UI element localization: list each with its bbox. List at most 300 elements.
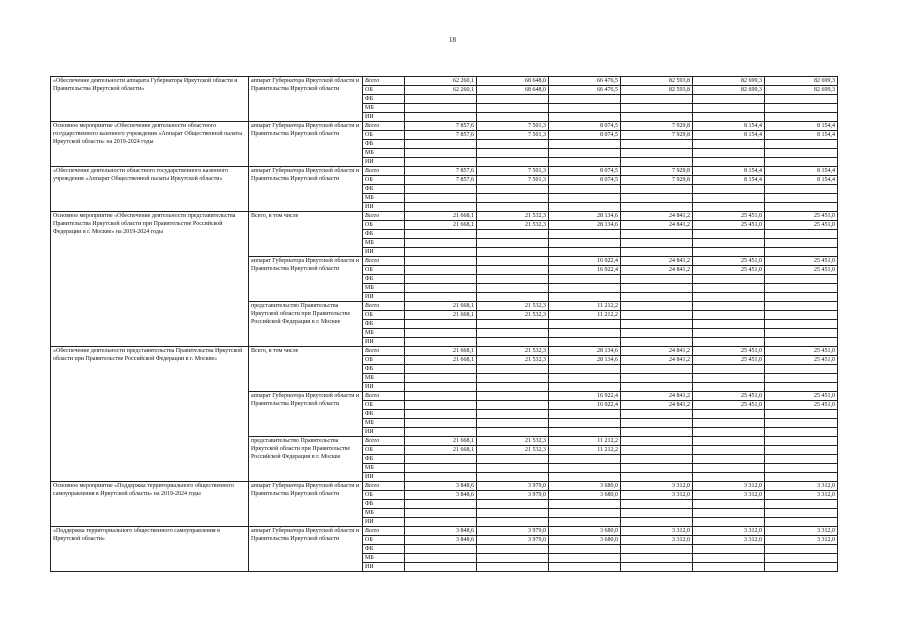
value-cell: 28 134,6 — [549, 212, 621, 221]
value-cell — [477, 473, 549, 482]
value-cell — [765, 545, 838, 554]
value-cell — [693, 230, 765, 239]
value-cell — [477, 266, 549, 275]
value-cell — [693, 275, 765, 284]
funding-source-cell: МБ — [363, 554, 405, 563]
value-cell — [477, 104, 549, 113]
value-cell: 21 668,1 — [405, 347, 477, 356]
value-cell: 11 212,2 — [549, 446, 621, 455]
value-cell — [405, 428, 477, 437]
value-cell — [405, 104, 477, 113]
value-cell: 25 451,0 — [693, 392, 765, 401]
funding-source-cell: Всего — [363, 257, 405, 266]
value-cell — [549, 149, 621, 158]
value-cell — [549, 275, 621, 284]
value-cell — [621, 95, 693, 104]
funding-source-cell: ОБ — [363, 266, 405, 275]
value-cell: 3 312,0 — [765, 482, 838, 491]
value-cell — [621, 563, 693, 572]
value-cell: 7 929,8 — [621, 176, 693, 185]
value-cell — [765, 500, 838, 509]
funding-source-cell: Всего — [363, 122, 405, 131]
value-cell: 3 312,0 — [621, 482, 693, 491]
value-cell: 11 212,2 — [549, 302, 621, 311]
value-cell: 3 312,0 — [621, 491, 693, 500]
funding-source-cell: ОБ — [363, 221, 405, 230]
value-cell: 82 699,3 — [765, 77, 838, 86]
value-cell: 24 841,2 — [621, 221, 693, 230]
value-cell: 21 532,3 — [477, 347, 549, 356]
value-cell — [621, 239, 693, 248]
value-cell — [765, 437, 838, 446]
value-cell — [549, 203, 621, 212]
value-cell: 11 212,2 — [549, 311, 621, 320]
value-cell — [765, 428, 838, 437]
value-cell — [693, 311, 765, 320]
value-cell — [549, 104, 621, 113]
value-cell — [621, 329, 693, 338]
value-cell — [477, 392, 549, 401]
executor-cell: аппарат Губернатора Иркутской области и Правительства Иркутской области — [249, 392, 363, 437]
value-cell — [621, 230, 693, 239]
value-cell — [765, 455, 838, 464]
value-cell — [549, 419, 621, 428]
value-cell: 21 532,3 — [477, 311, 549, 320]
value-cell — [549, 563, 621, 572]
funding-source-cell: ФБ — [363, 410, 405, 419]
value-cell — [477, 338, 549, 347]
value-cell: 3 312,0 — [693, 491, 765, 500]
value-cell — [477, 185, 549, 194]
value-cell — [405, 365, 477, 374]
value-cell: 25 451,0 — [693, 266, 765, 275]
value-cell: 3 848,6 — [405, 527, 477, 536]
value-cell: 7 857,6 — [405, 131, 477, 140]
executor-cell: аппарат Губернатора Иркутской области и Правительства Иркутской области — [249, 122, 363, 167]
executor-cell: представительство Правительства Иркутской области при Правительстве Российской Федерации в г. Москве — [249, 437, 363, 482]
value-cell: 21 668,1 — [405, 212, 477, 221]
value-cell: 21 668,1 — [405, 221, 477, 230]
value-cell: 25 451,0 — [765, 356, 838, 365]
funding-source-cell: МБ — [363, 464, 405, 473]
value-cell — [765, 473, 838, 482]
value-cell — [693, 455, 765, 464]
value-cell — [549, 455, 621, 464]
value-cell — [621, 158, 693, 167]
value-cell: 28 134,6 — [549, 356, 621, 365]
value-cell — [765, 419, 838, 428]
value-cell: 82 593,8 — [621, 86, 693, 95]
value-cell — [477, 455, 549, 464]
funding-source-cell: ФБ — [363, 95, 405, 104]
executor-cell: аппарат Губернатора Иркутской области и Правительства Иркутской области — [249, 257, 363, 302]
value-cell — [621, 383, 693, 392]
value-cell — [405, 320, 477, 329]
funding-source-cell: МБ — [363, 374, 405, 383]
value-cell — [621, 473, 693, 482]
value-cell: 21 668,1 — [405, 437, 477, 446]
value-cell — [477, 563, 549, 572]
value-cell — [405, 473, 477, 482]
value-cell — [549, 518, 621, 527]
value-cell: 7 501,3 — [477, 122, 549, 131]
budget-table — [50, 76, 838, 572]
value-cell: 3 979,0 — [477, 527, 549, 536]
value-cell — [693, 374, 765, 383]
value-cell: 24 841,2 — [621, 257, 693, 266]
value-cell: 3 312,0 — [765, 527, 838, 536]
value-cell — [765, 311, 838, 320]
value-cell — [693, 302, 765, 311]
value-cell: 16 922,4 — [549, 392, 621, 401]
funding-source-cell: ОБ — [363, 491, 405, 500]
value-cell — [477, 545, 549, 554]
value-cell — [477, 464, 549, 473]
value-cell — [765, 284, 838, 293]
value-cell: 25 451,0 — [693, 356, 765, 365]
value-cell — [621, 311, 693, 320]
value-cell — [477, 203, 549, 212]
value-cell — [549, 95, 621, 104]
value-cell: 25 451,0 — [765, 221, 838, 230]
value-cell — [621, 338, 693, 347]
value-cell — [405, 554, 477, 563]
value-cell — [693, 509, 765, 518]
funding-source-cell: ФБ — [363, 140, 405, 149]
value-cell: 3 848,6 — [405, 536, 477, 545]
value-cell: 8 154,4 — [693, 167, 765, 176]
value-cell: 21 668,1 — [405, 302, 477, 311]
executor-cell: аппарат Губернатора Иркутской области и Правительства Иркутской области — [249, 527, 363, 572]
value-cell — [693, 473, 765, 482]
value-cell — [477, 554, 549, 563]
value-cell — [765, 383, 838, 392]
funding-source-cell: МБ — [363, 149, 405, 158]
value-cell — [405, 113, 477, 122]
value-cell — [405, 194, 477, 203]
value-cell — [405, 392, 477, 401]
value-cell — [549, 320, 621, 329]
value-cell — [549, 158, 621, 167]
executor-cell: аппарат Губернатора Иркутской области и Правительства Иркутской области — [249, 482, 363, 527]
funding-source-cell: МБ — [363, 509, 405, 518]
value-cell: 24 841,2 — [621, 392, 693, 401]
funding-source-cell: МБ — [363, 239, 405, 248]
value-cell — [621, 545, 693, 554]
table-row — [51, 77, 838, 86]
value-cell — [765, 320, 838, 329]
value-cell — [477, 239, 549, 248]
value-cell: 3 680,0 — [549, 482, 621, 491]
value-cell — [765, 554, 838, 563]
value-cell — [693, 284, 765, 293]
value-cell: 8 154,4 — [693, 176, 765, 185]
value-cell — [405, 338, 477, 347]
value-cell — [549, 230, 621, 239]
value-cell — [405, 464, 477, 473]
value-cell — [765, 203, 838, 212]
executor-cell: представительство Правительства Иркутской области при Правительстве Российской Федерации в г. Москве — [249, 302, 363, 347]
value-cell — [621, 104, 693, 113]
value-cell — [621, 320, 693, 329]
value-cell — [405, 230, 477, 239]
value-cell — [765, 194, 838, 203]
funding-source-cell: ОБ — [363, 446, 405, 455]
value-cell — [765, 338, 838, 347]
value-cell — [693, 545, 765, 554]
value-cell — [693, 149, 765, 158]
table-row — [51, 482, 838, 491]
value-cell: 25 451,0 — [765, 401, 838, 410]
value-cell: 82 593,8 — [621, 77, 693, 86]
value-cell: 62 260,1 — [405, 77, 477, 86]
value-cell — [405, 257, 477, 266]
value-cell — [477, 230, 549, 239]
value-cell — [405, 509, 477, 518]
funding-source-cell: ИИ — [363, 473, 405, 482]
value-cell — [621, 194, 693, 203]
value-cell — [549, 554, 621, 563]
value-cell — [405, 455, 477, 464]
value-cell — [693, 419, 765, 428]
value-cell: 8 154,4 — [765, 122, 838, 131]
value-cell — [477, 257, 549, 266]
funding-source-cell: Всего — [363, 482, 405, 491]
value-cell: 3 979,0 — [477, 536, 549, 545]
funding-source-cell: ФБ — [363, 320, 405, 329]
funding-source-cell: МБ — [363, 104, 405, 113]
value-cell: 68 648,0 — [477, 77, 549, 86]
value-cell — [765, 464, 838, 473]
funding-source-cell: ИИ — [363, 158, 405, 167]
value-cell: 25 451,0 — [765, 212, 838, 221]
funding-source-cell: ФБ — [363, 455, 405, 464]
value-cell: 8 154,4 — [693, 122, 765, 131]
funding-source-cell: ОБ — [363, 356, 405, 365]
value-cell: 28 134,6 — [549, 221, 621, 230]
value-cell — [477, 329, 549, 338]
value-cell — [549, 329, 621, 338]
value-cell — [693, 554, 765, 563]
value-cell — [693, 428, 765, 437]
value-cell: 3 312,0 — [765, 491, 838, 500]
value-cell: 3 848,6 — [405, 491, 477, 500]
funding-source-cell: ИИ — [363, 248, 405, 257]
executor-cell: аппарат Губернатора Иркутской области и Правительства Иркутской области — [249, 77, 363, 122]
value-cell — [549, 185, 621, 194]
funding-source-cell: ИИ — [363, 203, 405, 212]
value-cell — [693, 320, 765, 329]
value-cell — [477, 284, 549, 293]
funding-source-cell: Всего — [363, 347, 405, 356]
table-row — [51, 347, 838, 356]
program-name-cell: «Обеспечение деятельности областного государственного казенного учреждения «Аппарат Общественной палаты Иркутской области» — [51, 167, 249, 212]
value-cell — [693, 194, 765, 203]
value-cell — [477, 113, 549, 122]
value-cell — [765, 275, 838, 284]
value-cell — [693, 383, 765, 392]
value-cell: 3 680,0 — [549, 536, 621, 545]
value-cell — [477, 95, 549, 104]
funding-source-cell: ИИ — [363, 293, 405, 302]
funding-source-cell: Всего — [363, 212, 405, 221]
value-cell — [477, 401, 549, 410]
value-cell: 3 312,0 — [693, 527, 765, 536]
value-cell: 7 929,8 — [621, 131, 693, 140]
value-cell — [405, 293, 477, 302]
funding-source-cell: Всего — [363, 167, 405, 176]
value-cell — [477, 320, 549, 329]
funding-source-cell: МБ — [363, 284, 405, 293]
value-cell: 21 668,1 — [405, 446, 477, 455]
value-cell — [621, 149, 693, 158]
value-cell: 62 260,1 — [405, 86, 477, 95]
value-cell: 21 532,3 — [477, 302, 549, 311]
program-name-cell: Основное мероприятие «Поддержка территориального общественного самоуправления в Иркутской области» на 2019-2024 годы — [51, 482, 249, 527]
value-cell: 21 532,3 — [477, 212, 549, 221]
table-row — [51, 122, 838, 131]
funding-source-cell: ИИ — [363, 563, 405, 572]
value-cell: 25 451,0 — [693, 221, 765, 230]
value-cell: 3 848,6 — [405, 482, 477, 491]
value-cell: 25 451,0 — [765, 347, 838, 356]
value-cell: 25 451,0 — [765, 392, 838, 401]
value-cell: 21 532,3 — [477, 356, 549, 365]
value-cell: 3 312,0 — [621, 536, 693, 545]
value-cell — [405, 140, 477, 149]
value-cell: 16 922,4 — [549, 257, 621, 266]
value-cell: 7 857,6 — [405, 167, 477, 176]
funding-source-cell: МБ — [363, 194, 405, 203]
value-cell — [549, 194, 621, 203]
value-cell — [693, 446, 765, 455]
value-cell: 24 841,2 — [621, 212, 693, 221]
value-cell: 68 648,0 — [477, 86, 549, 95]
funding-source-cell: ФБ — [363, 500, 405, 509]
value-cell — [765, 104, 838, 113]
value-cell — [477, 419, 549, 428]
value-cell: 24 841,2 — [621, 347, 693, 356]
value-cell: 8 074,5 — [549, 131, 621, 140]
funding-source-cell: ФБ — [363, 365, 405, 374]
value-cell — [693, 437, 765, 446]
value-cell — [765, 509, 838, 518]
funding-source-cell: ФБ — [363, 545, 405, 554]
value-cell — [765, 329, 838, 338]
program-name-cell: «Поддержка территориального общественного самоуправления в Иркутской области» — [51, 527, 249, 572]
value-cell — [621, 410, 693, 419]
value-cell — [693, 248, 765, 257]
value-cell — [693, 293, 765, 302]
value-cell — [693, 500, 765, 509]
program-name-cell: Основное мероприятие «Обеспечение деятельности представительства Правительства Иркутской области при Правительстве Российской Федерации в г. Москве» на 2019-2024 годы — [51, 212, 249, 347]
value-cell: 16 922,4 — [549, 266, 621, 275]
value-cell — [405, 419, 477, 428]
value-cell: 25 451,0 — [693, 347, 765, 356]
value-cell: 82 699,3 — [693, 77, 765, 86]
value-cell: 3 979,0 — [477, 491, 549, 500]
funding-source-cell: ИИ — [363, 383, 405, 392]
value-cell — [765, 95, 838, 104]
value-cell — [621, 419, 693, 428]
value-cell: 8 074,5 — [549, 167, 621, 176]
value-cell — [693, 185, 765, 194]
value-cell: 8 074,5 — [549, 122, 621, 131]
value-cell — [549, 365, 621, 374]
funding-source-cell: Всего — [363, 392, 405, 401]
value-cell: 7 929,8 — [621, 167, 693, 176]
value-cell — [477, 194, 549, 203]
value-cell — [621, 113, 693, 122]
value-cell — [693, 239, 765, 248]
value-cell: 3 680,0 — [549, 527, 621, 536]
value-cell — [405, 500, 477, 509]
value-cell — [405, 410, 477, 419]
value-cell: 3 680,0 — [549, 491, 621, 500]
value-cell — [549, 284, 621, 293]
value-cell: 25 451,0 — [693, 401, 765, 410]
value-cell — [621, 455, 693, 464]
value-cell: 25 451,0 — [693, 257, 765, 266]
funding-source-cell: ФБ — [363, 275, 405, 284]
value-cell — [765, 302, 838, 311]
funding-source-cell: ИИ — [363, 338, 405, 347]
value-cell — [765, 149, 838, 158]
value-cell: 8 074,5 — [549, 176, 621, 185]
value-cell: 3 312,0 — [621, 527, 693, 536]
value-cell — [765, 410, 838, 419]
value-cell — [477, 518, 549, 527]
value-cell: 82 699,3 — [693, 86, 765, 95]
value-cell — [693, 365, 765, 374]
funding-source-cell: Всего — [363, 302, 405, 311]
value-cell: 28 134,6 — [549, 347, 621, 356]
funding-source-cell: ФБ — [363, 230, 405, 239]
value-cell — [405, 518, 477, 527]
value-cell: 11 212,2 — [549, 437, 621, 446]
value-cell: 82 699,3 — [765, 86, 838, 95]
value-cell — [405, 374, 477, 383]
value-cell — [477, 248, 549, 257]
value-cell — [621, 302, 693, 311]
value-cell — [621, 518, 693, 527]
value-cell — [405, 545, 477, 554]
value-cell — [765, 365, 838, 374]
value-cell: 21 532,3 — [477, 446, 549, 455]
funding-source-cell: ОБ — [363, 536, 405, 545]
value-cell: 21 668,1 — [405, 311, 477, 320]
value-cell — [621, 464, 693, 473]
value-cell — [621, 446, 693, 455]
value-cell — [621, 500, 693, 509]
value-cell: 25 451,0 — [765, 257, 838, 266]
value-cell — [549, 239, 621, 248]
funding-source-cell: ФБ — [363, 185, 405, 194]
value-cell — [405, 248, 477, 257]
value-cell — [549, 248, 621, 257]
value-cell: 16 922,4 — [549, 401, 621, 410]
value-cell — [549, 545, 621, 554]
funding-source-cell: Всего — [363, 527, 405, 536]
value-cell — [477, 500, 549, 509]
value-cell — [621, 437, 693, 446]
value-cell — [549, 410, 621, 419]
value-cell — [765, 230, 838, 239]
value-cell — [405, 401, 477, 410]
value-cell — [693, 95, 765, 104]
value-cell — [477, 509, 549, 518]
value-cell — [765, 446, 838, 455]
